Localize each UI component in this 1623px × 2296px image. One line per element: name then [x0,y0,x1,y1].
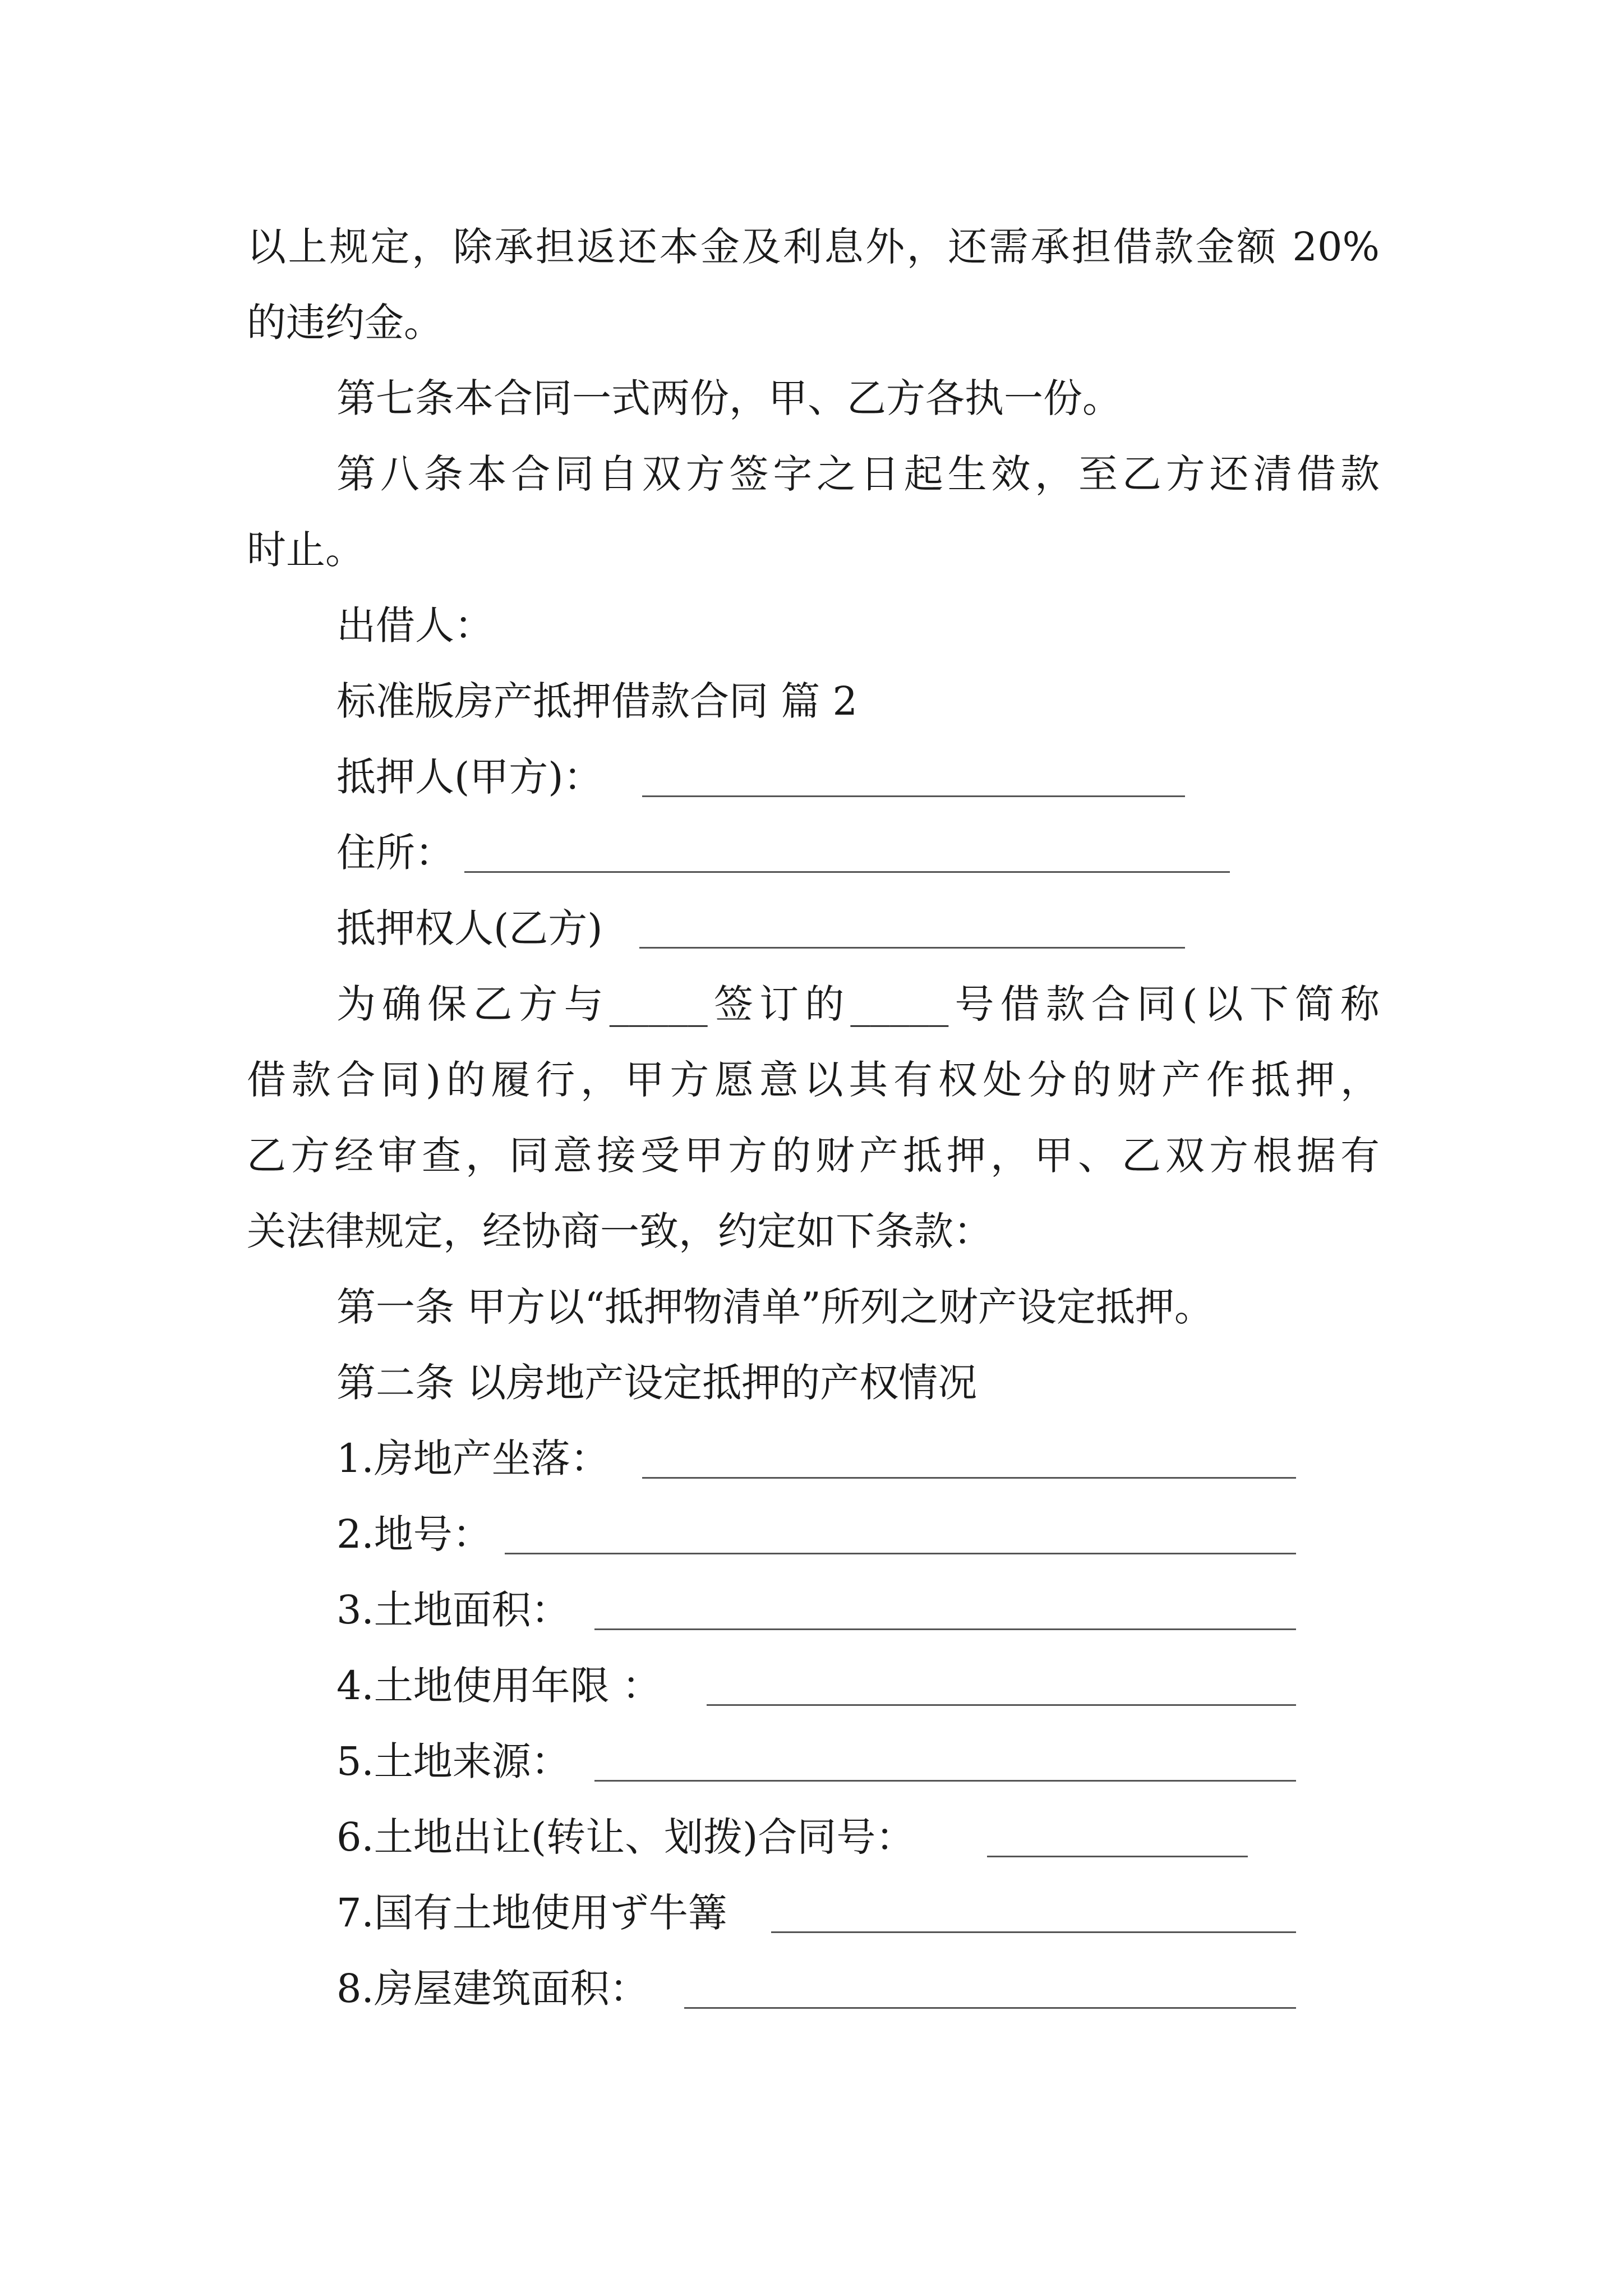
field-label: 4.土地使用年限 ： [336,1663,662,1709]
field-label: 2.地号： [336,1511,492,1557]
mortgagee-blank[interactable] [639,947,1185,949]
field-blank[interactable] [642,1477,1296,1479]
field-label: 8.房屋建筑面积： [336,1966,649,2012]
mortgagee-label: 抵押权人(乙方) [336,905,603,951]
field-blank[interactable] [505,1553,1296,1554]
paragraph-line: 关法律规定，经协商一致，约定如下条款： [247,1208,993,1254]
lender-label: 出借人： [336,602,494,648]
field-label: 6.土地出让(转让、划拨)合同号： [336,1814,915,1860]
section-heading: 标准版房产抵押借款合同 篇 2 [336,678,858,724]
address-blank[interactable] [464,871,1230,873]
field-blank[interactable] [987,1856,1248,1857]
paragraph-line: 以上规定，除承担返还本金及利息外，还需承担借款金额 20% [247,224,1380,270]
field-blank[interactable] [707,1704,1296,1706]
article-8: 第八条本合同自双方签字之日起生效，至乙方还清借款 [336,451,1380,497]
field-label: 3.土地面积： [336,1587,570,1633]
paragraph-line: 乙方经审查，同意接受甲方的财产抵押，甲、乙双方根据有 [247,1133,1380,1179]
mortgagor-label: 抵押人(甲方)： [336,754,603,800]
field-label: 5.土地来源： [336,1738,570,1784]
article-2: 第二条 以房地产设定抵押的产权情况 [336,1360,978,1406]
field-blank[interactable] [594,1780,1296,1782]
field-blank[interactable] [684,2007,1296,2009]
field-blank[interactable] [771,1931,1296,1933]
field-label: 1.房地产坐落： [336,1435,610,1481]
field-label: 7.国有土地使用ず牛篝 [336,1890,727,1936]
paragraph-line: 借款合同)的履行，甲方愿意以其有权处分的财产作抵押， [247,1057,1380,1103]
paragraph-line: 为确保乙方与_____签订的_____号借款合同(以下简称 [336,981,1380,1027]
paragraph-line: 时止。 [247,527,365,573]
address-label: 住所： [336,830,454,876]
article-7: 第七条本合同一式两份，甲、乙方各执一份。 [336,375,1122,421]
mortgagor-blank[interactable] [642,795,1185,797]
field-blank[interactable] [594,1628,1296,1630]
paragraph-line: 的违约金。 [247,300,443,346]
article-1: 第一条 甲方以“抵押物清单”所列之财产设定抵押。 [336,1284,1214,1330]
